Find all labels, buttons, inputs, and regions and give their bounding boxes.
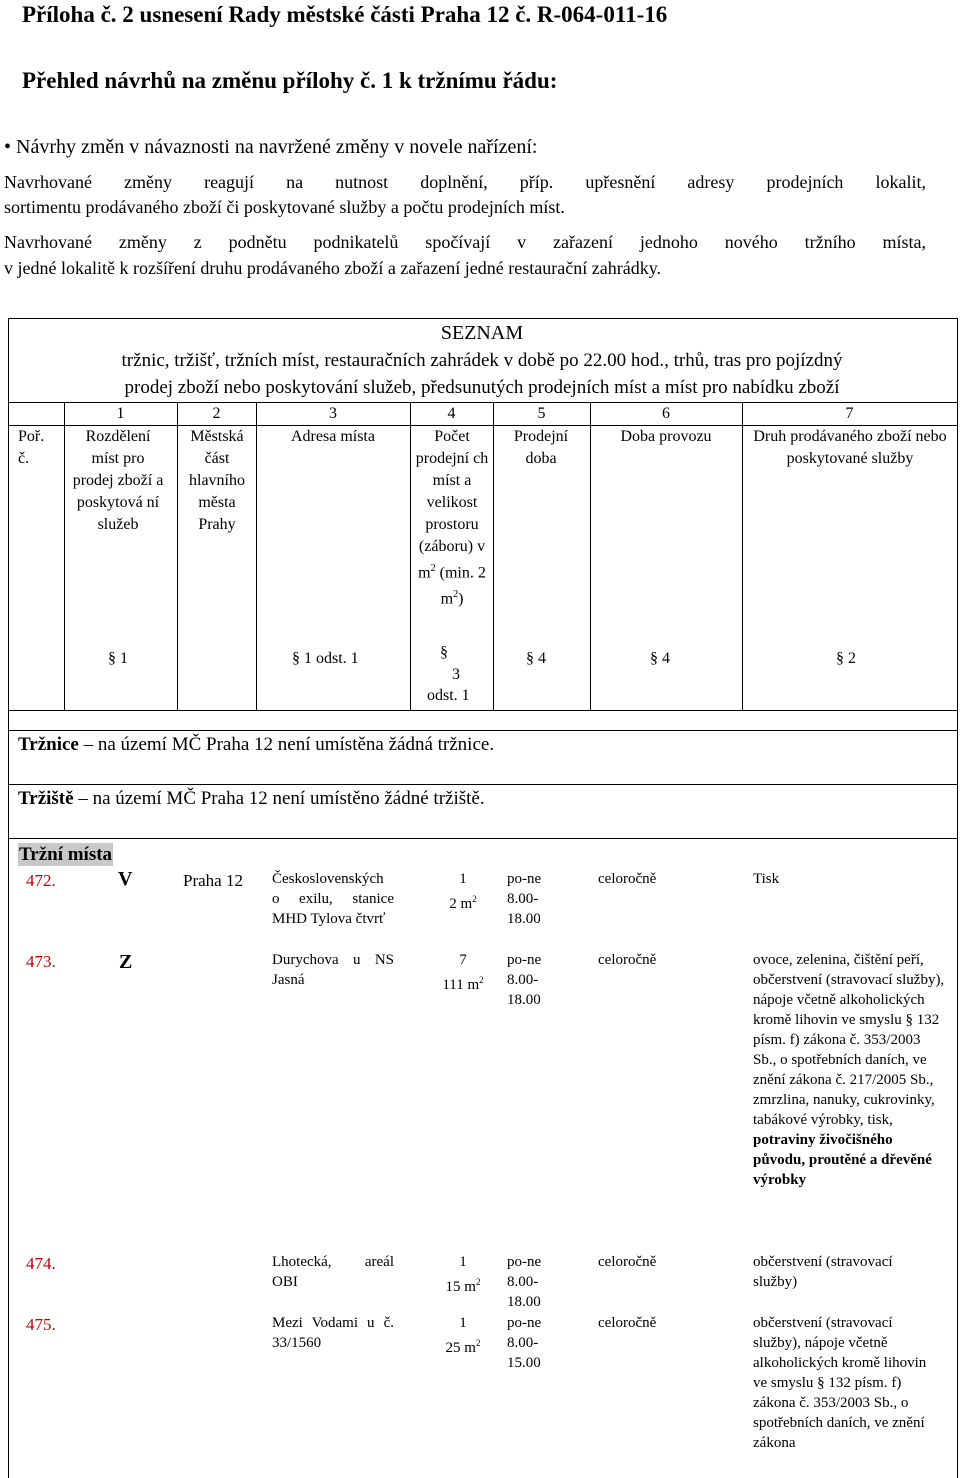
seznam-line-1: tržnic, tržišť, tržních míst, restauračních zahrádek v době po 22.00 hod., trhů, tras pro pojízdný [121,350,843,371]
trzni-mista-heading: Tržní místa [19,844,113,865]
document-title: Příloha č. 2 usnesení Rady městské části Praha 12 č. R-064-011-16 [22,2,668,27]
para-ref-1: § 1 [108,650,128,667]
row-473-hours: po-ne 8.00- 18.00 [507,952,542,1008]
row-474-goods: občerstvení (stravovací služby) [753,1254,893,1290]
para-ref-6: § 4 [650,650,670,667]
row-473-num: 473. [26,952,56,971]
trznice-line [18,734,494,756]
trziste-text: – na území MČ Praha 12 není umístěno žádné tržiště. [73,788,485,809]
row-475-period: celoročně [598,1315,657,1331]
row-472-count: 1 2 $m^2$ [449,871,477,912]
seznam-title: SEZNAM [440,322,524,344]
header-pocet: Počet prodejní ch míst a velikost prostoru (záboru) v $m^2$ (min. 2 $m^2$) [415,428,489,608]
header-adresa: Adresa místa [291,428,375,445]
row-473-period: celoročně [598,952,657,968]
bullet-icon: • [4,136,12,158]
row-472-type: V [118,868,133,890]
col-number-1: 1 [116,405,125,422]
row-474-count: 1 15 $m^2$ [445,1254,481,1295]
document-heading: Přehled návrhů na změnu přílohy č. 1 k tržnímu řádu: [22,68,558,93]
trziste-label: Tržiště [18,788,74,809]
col-number-6: 6 [662,405,670,422]
row-472-address: Československých o exilu, stanice MHD Tylova čtvrť [272,871,394,927]
paragraph-2-line-2: v jedné lokalitě k rozšíření druhu prodávaného zboží a zařazení jedné restaurační zahrádky. [4,258,662,278]
row-475-address: Mezi Vodami u č. 33/1560 [272,1315,394,1351]
col-number-7: 7 [845,405,854,422]
col-number-3: 3 [329,405,337,422]
row-472-hours: po-ne 8.00- 18.00 [507,871,542,927]
para-ref-3: § 1 odst. 1 [292,650,359,667]
row-474-period: celoročně [598,1254,657,1270]
trznice-label: Tržnice [18,734,79,755]
paragraph-1-line-2: sortimentu prodávaného zboží či poskytované služby a počtu prodejních míst. [4,197,565,217]
row-472-goods: Tisk [753,871,780,887]
row-472-num: 472. [26,871,56,890]
header-prodejni-doba: Prodejní doba [513,428,569,467]
bullet-text: Návrhy změn v návaznosti na navržené změny v novele nařízení: [16,136,538,158]
bullet-item [4,136,537,159]
row-473-type: Z [119,951,133,973]
seznam-line-2: prodej zboží nebo poskytování služeb, předsunutých prodejních míst a míst pro nabídku zboží [124,377,840,398]
header-mestska: Městská část hlavního města Prahy [189,428,245,533]
col-number-4: 4 [447,405,456,422]
row-474-address: Lhotecká, areál OBI [272,1254,394,1290]
header-por: Poř. č. [18,428,45,467]
para-ref-4c: odst. 1 [427,687,470,704]
row-475-num: 475. [26,1315,56,1334]
row-473-goods: ovoce, zelenina, čištění peří, občerstvení (stravovací služby), nápoje včetně alkoholických kromě lihovin ve smyslu § 132 písm. f) zákona č. 353/2003 Sb., o spotřebních daních, ve znění zákona č. 217/2005 Sb., zmrzlina, nanuky, cukrovinky, tabákové výrobky, tisk, potraviny živočišného původu, proutěné a dřevěné výrobky [753,952,945,1188]
paragraph-1-line-1: Navrhované změny reagují na nutnost doplnění, příp. upřesnění adresy prodejních lokalit, [4,172,926,192]
row-475-count: 1 25 $m^2$ [445,1315,481,1356]
row-472-period: celoročně [598,871,657,887]
header-doba-provozu: Doba provozu [620,428,712,445]
trziste-line [18,788,485,810]
para-ref-7: § 2 [836,650,856,667]
para-ref-4a: § [440,644,448,661]
col-number-5: 5 [537,405,546,422]
row-472-district: Praha 12 [183,871,243,890]
row-473-count: 7 111 $m^2$ [442,952,484,993]
header-rozdeleni: Rozdělení míst pro prodej zboží a poskytová ní služeb [72,428,164,533]
row-474-hours: po-ne 8.00- 18.00 [507,1254,542,1310]
row-475-goods: občerstvení (stravovací služby), nápoje včetně alkoholických kromě lihovin ve smyslu § 132 písm. f) zákona č. 353/2003 Sb., o spotřebních daních, ve znění zákona [753,1315,927,1451]
para-ref-5: § 4 [526,650,546,667]
paragraph-2-line-1: Navrhované změny z podnětu podnikatelů spočívají v zařazení jednoho nového tržního místa, [4,232,926,252]
para-ref-4b: 3 [452,666,460,683]
row-474-num: 474. [26,1254,56,1273]
header-druh: Druh prodávaného zboží nebo poskytované služby [753,428,947,467]
col-number-2: 2 [212,405,221,422]
row-475-hours: po-ne 8.00- 15.00 [507,1315,542,1371]
trznice-text: – na území MČ Praha 12 není umístěna žádná tržnice. [78,734,495,755]
row-473-address: Durychova u NS Jasná [272,952,394,988]
